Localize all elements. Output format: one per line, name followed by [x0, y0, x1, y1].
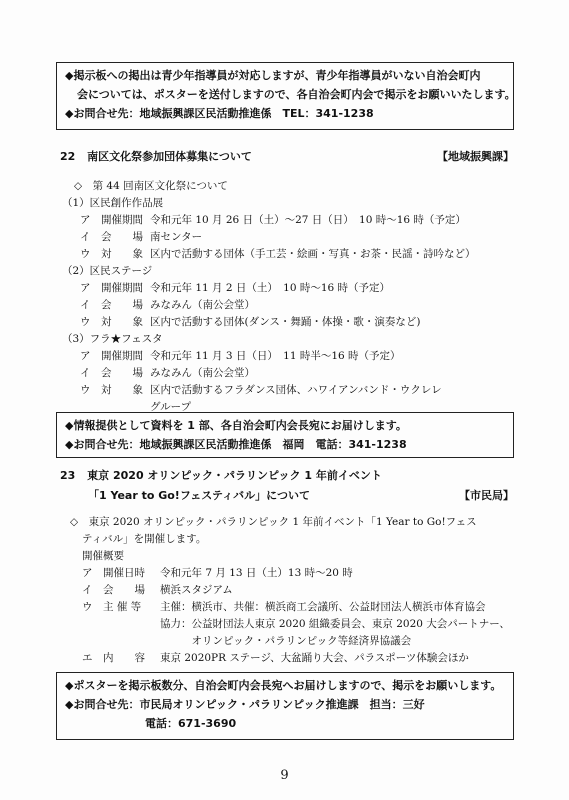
detail-row [62, 382, 532, 399]
group-heading: （2）区民ステージ [62, 265, 153, 277]
detail-label: ア 開催期間 [80, 282, 143, 294]
detail-row [62, 212, 532, 229]
overview-heading: 開催概要 [82, 550, 124, 562]
detail-value: みなみん（南公会堂） [150, 367, 255, 379]
detail-label: イ 会 場 [80, 231, 143, 243]
notice-box-poster [56, 62, 514, 130]
section-intro-line1: ◇ 東京 2020 オリンピック・パラリンピック 1 年前イベント「1 Year to Go!フェス [70, 516, 477, 528]
detail-row [62, 297, 532, 314]
detail-row [62, 348, 532, 365]
detail-row [62, 365, 532, 382]
group-heading: （3）フラ★フェスタ [62, 333, 163, 345]
detail-label: エ 内 容 [82, 652, 145, 664]
detail-row [62, 633, 532, 650]
section-22-header [60, 148, 514, 164]
detail-row [62, 280, 532, 297]
detail-value: 令和元年 7 月 13 日（土）13 時～20 時 [160, 567, 353, 579]
detail-label: ウ 主 催 等 [82, 601, 142, 613]
section-22-body [62, 178, 532, 416]
detail-label: ア 開催日時 [82, 567, 145, 579]
detail-row [62, 314, 532, 331]
notice-line: ◆情報提供として資料を 1 部、各自治会町内会長宛にお届けします。 [65, 419, 407, 432]
detail-row [62, 229, 532, 246]
section-23-body [62, 514, 532, 667]
notice-box-info [56, 412, 514, 458]
detail-value: 協力：公益財団法人東京 2020 組織委員会、東京 2020 大会パートナー、 [160, 618, 510, 630]
notice-line: ◆ポスターを掲示板数分、自治会町内会長宛へお届けしますので、掲示をお願いします。 [65, 679, 502, 692]
detail-label: ア 開催期間 [80, 214, 143, 226]
section-23-header [60, 466, 514, 506]
detail-label: ア 開催期間 [80, 350, 143, 362]
section-title-line2: 「1 Year to Go!フェスティバル」について [88, 489, 310, 502]
detail-row [62, 599, 532, 616]
detail-row [62, 616, 532, 633]
notice-line: ◆掲示板への掲出は青少年指導員が対応しますが、青少年指導員がいない自治会町内 [65, 69, 481, 82]
detail-value: オリンピック・パラリンピック等経済界協議会 [160, 635, 412, 647]
detail-value: 令和元年 11 月 2 日（土） 10 時～16 時（予定） [150, 282, 391, 294]
section-intro-line2: ティバル」を開催します。 [82, 533, 207, 545]
detail-value: 主催：横浜市、共催：横浜商工会議所、公益財団法人横浜市体育協会 [160, 601, 486, 613]
detail-label: イ 会 場 [80, 299, 143, 311]
event-group-list [62, 195, 532, 416]
detail-row [62, 565, 532, 582]
detail-value: 令和元年 10 月 26 日（土）～27 日（日） 10 時～16 時（予定） [150, 214, 466, 226]
department-tag: 【地域振興課】 [437, 150, 514, 163]
notice-box-poster-contact [56, 672, 514, 740]
detail-value: グループ [150, 401, 192, 413]
detail-row [62, 246, 532, 263]
contact-line: ◆お問合せ先：市民局オリンピック・パラリンピック推進課 担当：三好 [65, 698, 425, 711]
detail-value: みなみん（南公会堂） [150, 299, 255, 311]
detail-row [62, 582, 532, 599]
section-title-line1: 東京 2020 オリンピック・パラリンピック 1 年前イベント [87, 469, 382, 482]
section-number: 22 [60, 150, 76, 163]
detail-value: 東京 2020PR ステージ、大盆踊り大会、パラスポーツ体験会ほか [160, 652, 469, 664]
notice-line: 会については、ポスターを送付しますので、各自治会町内会で掲示をお願いいたします。 [77, 88, 516, 101]
event-detail-list [62, 565, 532, 667]
contact-line: ◆お問合せ先：地域振興課区民活動推進係 福岡 電話：341-1238 [65, 438, 407, 451]
detail-value: 横浜スタジアム [160, 584, 233, 596]
section-number: 23 [60, 469, 76, 482]
section-title: 南区文化祭参加団体募集について [87, 150, 252, 163]
detail-label: ウ 対 象 [80, 248, 143, 260]
detail-value: 区内で活動する団体（手工芸・絵画・写真・お茶・民謡・詩吟など） [150, 248, 476, 260]
page-number: 9 [280, 768, 289, 783]
detail-label: イ 会 場 [80, 367, 143, 379]
detail-value: 区内で活動する団体(ダンス・舞踊・体操・歌・演奏など) [150, 316, 421, 328]
detail-label: ウ 対 象 [80, 384, 143, 396]
detail-value: 区内で活動するフラダンス団体、ハワイアンバンド・ウクレレ [150, 384, 442, 396]
group-heading: （1）区民創作作品展 [62, 197, 164, 209]
contact-phone: 電話：671-3690 [145, 717, 237, 730]
detail-row [62, 650, 532, 667]
contact-line: ◆お問合せ先：地域振興課区民活動推進係 TEL：341-1238 [65, 107, 374, 120]
detail-label: ウ 対 象 [80, 316, 143, 328]
detail-value: 南センター [150, 231, 203, 243]
detail-label: イ 会 場 [82, 584, 145, 596]
department-tag: 【市民局】 [459, 489, 514, 502]
section-intro: ◇ 第 44 回南区文化祭について [74, 180, 228, 192]
detail-value: 令和元年 11 月 3 日（日） 11 時半～16 時（予定） [150, 350, 401, 362]
